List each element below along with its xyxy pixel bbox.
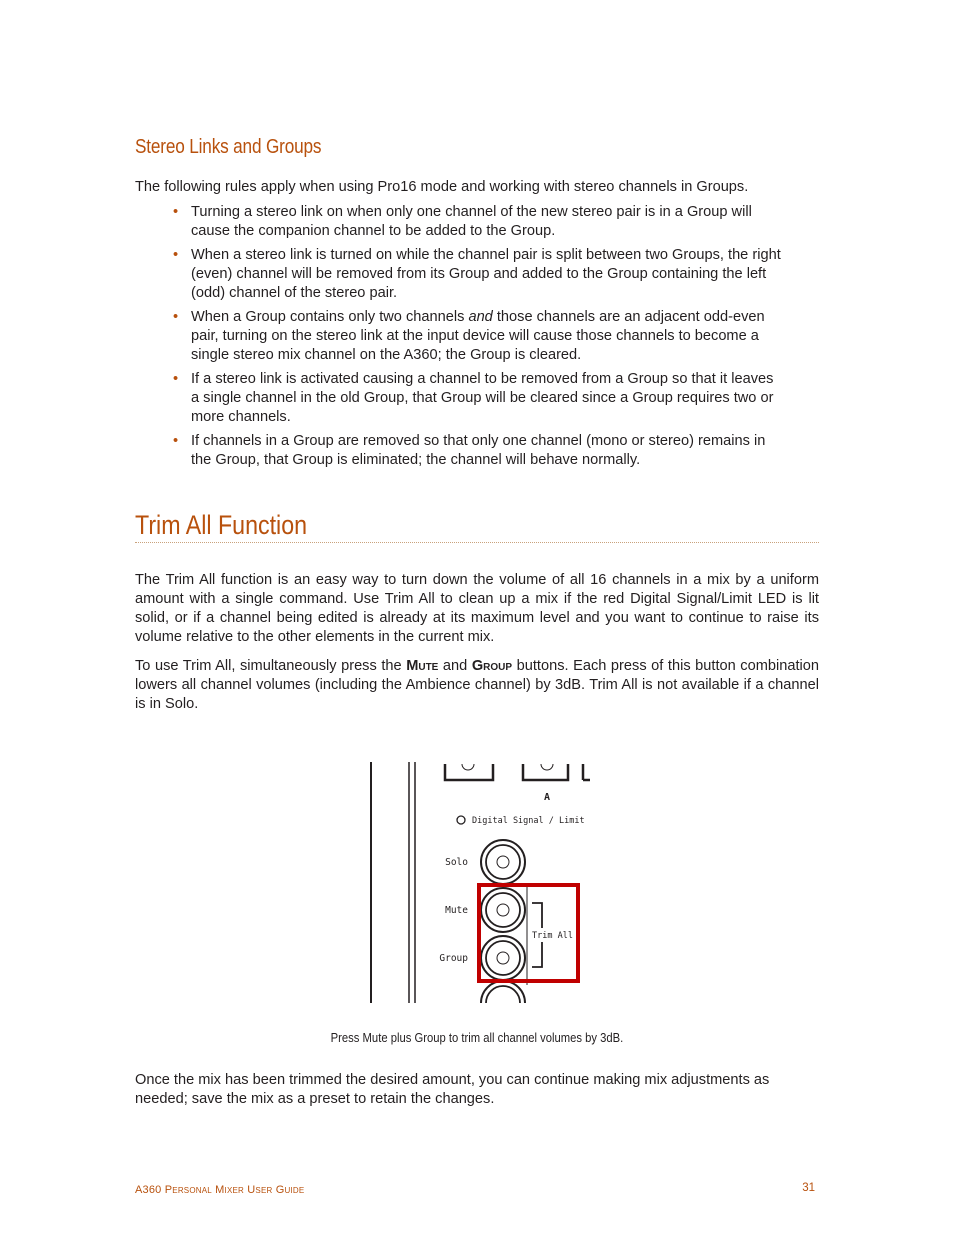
bullet-icon: • <box>173 247 179 263</box>
bullet-icon: • <box>173 371 179 387</box>
top-arc <box>541 764 553 770</box>
top-bracket-left <box>445 764 493 780</box>
instr-text-b: and <box>438 658 472 674</box>
section-heading-stereo-links: Stereo Links and Groups <box>135 136 322 158</box>
list-item <box>173 432 783 470</box>
rule-text: Turning a stereo link on when only one channel of the new stereo pair is in a Group will cause the companion channel to be added to the Group. <box>191 204 752 239</box>
footer-guide-title: A360 Personal Mixer User Guide <box>135 1184 305 1196</box>
rule-text: If a stereo link is activated causing a channel to be removed from a Group so that it leaves a single channel in the old Group, that Group will be cleared since a Group requires two or more channels. <box>191 371 774 425</box>
mute-keyword: Mute <box>406 658 439 674</box>
bullet-icon: • <box>173 204 179 220</box>
trim-bracket-top <box>532 903 542 928</box>
top-bracket-right <box>523 764 568 780</box>
group-button-ring <box>481 936 525 980</box>
mute-label: Mute <box>445 905 468 916</box>
rules-list <box>173 203 783 475</box>
solo-button-ring <box>481 840 525 884</box>
list-item <box>173 370 783 427</box>
trim-all-label: Trim All <box>532 931 573 941</box>
instr-text-c: buttons. Each press of this button combination lowers all channel volumes (including the Ambience channel) by 3dB. Trim All is not available if a channel is in Solo. <box>135 658 819 712</box>
footer-page-number: 31 <box>802 1182 815 1194</box>
mixer-panel-figure <box>362 760 592 1005</box>
section-heading-trim-all: Trim All Function <box>135 510 308 540</box>
rule-text: When a stereo link is turned on while the channel pair is split between two Groups, the right (even) channel will be removed from its Group and added to the Group containing the left (odd) channel of the stereo pair. <box>191 247 781 301</box>
next-button-ring <box>481 981 525 1003</box>
rule-text-start: When a Group contains only two channels <box>191 309 469 325</box>
group-keyword: Group <box>471 658 513 674</box>
trim-all-instructions <box>135 657 819 714</box>
list-item <box>173 203 783 241</box>
figure-caption: Press Mute plus Group to trim all channel volumes by 3dB. <box>330 1031 624 1045</box>
top-arc <box>462 764 474 770</box>
list-item <box>173 308 783 365</box>
led-label: Digital Signal / Limit <box>472 816 585 826</box>
heading-divider <box>135 542 819 543</box>
instr-text-a: To use Trim All, simultaneously press the <box>135 658 407 674</box>
mute-button-ring <box>481 888 525 932</box>
rule-text: If channels in a Group are removed so that only one channel (mono or stereo) remains in the Group, that Group is eliminated; the channel will behave normally. <box>191 433 766 468</box>
trim-bracket-bottom <box>532 942 542 967</box>
digital-signal-led-icon <box>457 816 465 824</box>
bullet-icon: • <box>173 433 179 449</box>
rule-text-end: those channels are an adjacent odd-even pair, turning on the stereo link at the input device will cause those channels to become a single stereo mix channel on the A360; the Group is cleared. <box>191 309 765 363</box>
solo-label: Solo <box>445 857 468 868</box>
group-label: Group <box>439 953 468 964</box>
rule-emphasis: and <box>468 309 493 325</box>
closing-paragraph: Once the mix has been trimmed the desired amount, you can continue making mix adjustments as needed; save the mix as a preset to retain the changes. <box>135 1072 770 1107</box>
next-button-icon <box>486 986 520 1003</box>
channel-letter: A <box>543 792 551 803</box>
bullet-icon: • <box>173 309 179 325</box>
trim-all-description: The Trim All function is an easy way to turn down the volume of all 16 channels in a mix by a uniform amount with a single command. Use Trim All to clean up a mix if the red Digital Signal/Limit LED is lit solid, or if a channel being edited is already at its maximum level and you want to continue to raise its volume relative to the other elements in the current mix. <box>135 572 819 645</box>
list-item <box>173 246 783 303</box>
intro-paragraph: The following rules apply when using Pro16 mode and working with stereo channels in Groups. <box>135 179 749 195</box>
